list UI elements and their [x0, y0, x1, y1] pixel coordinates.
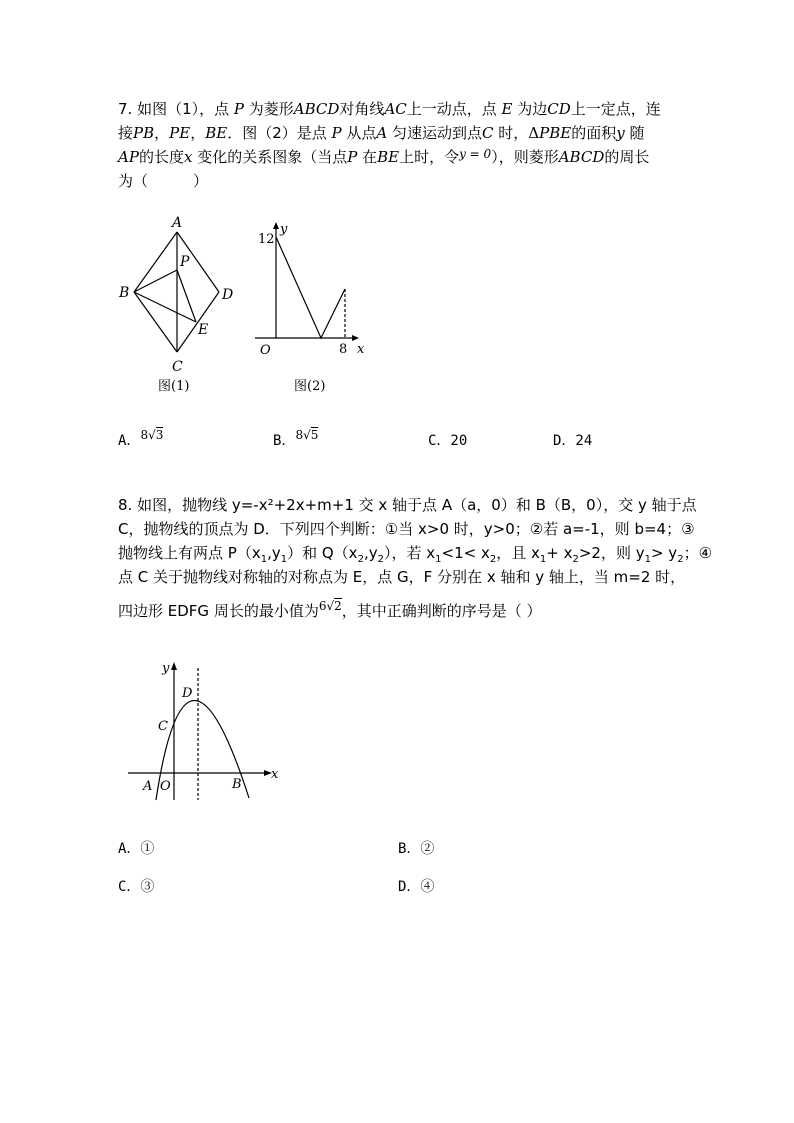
- q7-var: AC: [384, 100, 407, 118]
- q7-var: y: [616, 124, 625, 142]
- radical-icon: √: [303, 428, 311, 442]
- q7-figure-1-caption: 图(1): [158, 379, 190, 394]
- option-b-radicand: 5: [310, 428, 319, 442]
- q8-figure-parabola: [120, 655, 290, 805]
- q7-option-b[interactable]: [273, 430, 318, 450]
- q7-var: ABCD: [293, 100, 340, 118]
- q7-text: 匀速运动到点: [387, 124, 483, 142]
- y-axis-label: y: [162, 661, 170, 676]
- q7-var: C: [482, 124, 494, 142]
- q8-sub: 1: [280, 554, 288, 565]
- q7-figure-1-rhombus: [110, 210, 250, 375]
- origin-label: O: [160, 779, 171, 794]
- q7-var: P: [347, 148, 358, 166]
- q7-line-3: [118, 146, 649, 169]
- option-b-label: B．: [273, 433, 296, 449]
- q7-text: ，: [154, 124, 170, 142]
- label-A: A: [172, 215, 183, 231]
- q7-line-2: [118, 122, 644, 144]
- q7-text: ．图（2）是点: [227, 124, 332, 142]
- q7-line-4: 为（ ）: [118, 172, 209, 190]
- q8-sub: 1: [435, 554, 442, 565]
- q8-option-b[interactable]: B．②: [398, 841, 435, 857]
- edge-AB: [134, 232, 177, 292]
- q7-var: AP: [118, 148, 139, 166]
- label-A: A: [143, 779, 153, 794]
- q7-var: A: [376, 124, 388, 142]
- q7-text: 随: [624, 124, 645, 142]
- q7-var: P: [331, 124, 342, 142]
- q7-delta: Δ: [528, 124, 540, 142]
- label-C: C: [158, 719, 168, 734]
- q7-figure-2-caption: 图(2): [294, 379, 326, 394]
- q7-text: 为菱形: [244, 100, 294, 118]
- q8-sub: 1: [260, 554, 268, 565]
- q8-option-a[interactable]: A．①: [118, 841, 155, 857]
- q7-text: 变化的关系图象（当点: [192, 148, 348, 166]
- q8-option-d[interactable]: D．④: [398, 879, 435, 895]
- q8-text: > y: [650, 544, 678, 562]
- q7-line-1: [118, 98, 661, 120]
- y-axis-label: y: [280, 222, 288, 237]
- option-a-radicand: 3: [155, 428, 164, 442]
- graph-line: [276, 237, 345, 338]
- y-arrow-icon: [171, 662, 177, 670]
- q7-text: 的周长: [604, 148, 650, 166]
- q8-coef: 6: [318, 599, 327, 613]
- q7-text: ），则菱形: [491, 148, 559, 166]
- q7-option-c[interactable]: C．20: [428, 433, 468, 449]
- q8-text: ；④: [683, 544, 713, 562]
- q7-text: 时，: [493, 124, 529, 142]
- q8-line-4: 点 C 关于抛物线对称轴的对称点为 E，点 G，F 分别在 x 轴和 y 轴上，当 m=2 时，: [118, 568, 686, 586]
- q8-sub: 2: [677, 554, 684, 565]
- q7-text: ，: [190, 124, 206, 142]
- label-C: C: [172, 359, 183, 375]
- x-tick-8: 8: [339, 342, 348, 357]
- q7-text: 上时，令: [399, 148, 460, 166]
- q7-text: 的长度: [138, 148, 184, 166]
- x-arrow-icon: [352, 335, 359, 341]
- q7-text: 对角线: [339, 100, 385, 118]
- q7-var: BE: [377, 148, 400, 166]
- origin-label: O: [260, 343, 271, 358]
- option-a-coef: 8: [140, 428, 149, 442]
- label-E: E: [198, 322, 209, 338]
- q7-figure-2-graph: [250, 215, 375, 360]
- q7-var: PB: [133, 124, 155, 142]
- q8-text: ，其中正确判断的序号是（ ）: [341, 602, 542, 620]
- q8-line-5: [118, 600, 542, 623]
- q7-var: ABCD: [558, 148, 605, 166]
- q7-text: 从点: [341, 124, 377, 142]
- edge-BC: [134, 292, 177, 352]
- q8-radicand: 2: [334, 599, 342, 613]
- x-axis-label: x: [271, 767, 279, 782]
- q8-text: ，且 x: [496, 544, 540, 562]
- q7-var: PBE: [539, 124, 572, 142]
- q8-line-2: C，抛物线的顶点为 D．下列四个判断：①当 x>0 时，y>0；②若 a=-1，则 b=4；③: [118, 520, 695, 538]
- q8-text: <1< x: [441, 544, 490, 562]
- label-B: B: [119, 285, 130, 301]
- q8-text: ,y: [267, 544, 281, 562]
- q7-text: 接: [118, 124, 134, 142]
- label-D: D: [222, 287, 234, 303]
- q8-text: 四边形 EDFG 周长的最小值为: [118, 602, 319, 620]
- option-b-coef: 8: [295, 428, 304, 442]
- q7-var: BE: [205, 124, 228, 142]
- q7-option-a[interactable]: [118, 430, 163, 450]
- segment-PB: [134, 270, 177, 292]
- q7-option-d[interactable]: D．24: [553, 433, 593, 449]
- q7-text: 上一定点，连: [570, 100, 661, 118]
- q8-text: 抛物线上有两点 P（x: [118, 544, 261, 562]
- q8-text: ）和 Q（x: [287, 544, 358, 562]
- q8-text: ），若 x: [383, 544, 436, 562]
- q8-option-c[interactable]: C．③: [118, 879, 155, 895]
- q7-var: P: [233, 100, 244, 118]
- q7-var: CD: [547, 100, 571, 118]
- q7-text: 7. 如图（1），点: [118, 100, 234, 118]
- q7-text: 在: [357, 148, 378, 166]
- q8-sub: 1: [644, 554, 651, 565]
- q8-sub: 1: [539, 554, 547, 565]
- q8-text: ,y: [363, 544, 378, 562]
- label-P: P: [180, 254, 190, 270]
- y-tick-12: 12: [258, 232, 275, 247]
- q8-sub: 2: [489, 554, 497, 565]
- q8-text: >2，则 y: [578, 544, 645, 562]
- q8-text: + x: [546, 544, 573, 562]
- q7-text: 上一动点，点: [406, 100, 502, 118]
- q7-var: PE: [169, 124, 191, 142]
- option-a-label: A．: [118, 433, 141, 449]
- label-D: D: [182, 686, 193, 701]
- q7-var: x: [183, 148, 193, 166]
- q8-line-1: 8. 如图，抛物线 y=-x²+2x+m+1 交 x 轴于点 A（a，0）和 B（B，0），交 y 轴于点: [118, 496, 697, 514]
- q7-text: 为边: [512, 100, 548, 118]
- q7-text: 的面积: [571, 124, 617, 142]
- x-axis-label: x: [357, 342, 365, 357]
- radical-icon: √: [326, 599, 335, 613]
- q7-var: E: [501, 100, 513, 118]
- q8-sub: 2: [572, 554, 579, 565]
- radical-icon: √: [148, 428, 156, 442]
- q8-sub: 2: [377, 554, 384, 565]
- label-B: B: [232, 777, 242, 792]
- q8-sub: 2: [357, 554, 364, 565]
- y-arrow-icon: [273, 222, 279, 229]
- q7-equation: y = 0: [459, 147, 492, 161]
